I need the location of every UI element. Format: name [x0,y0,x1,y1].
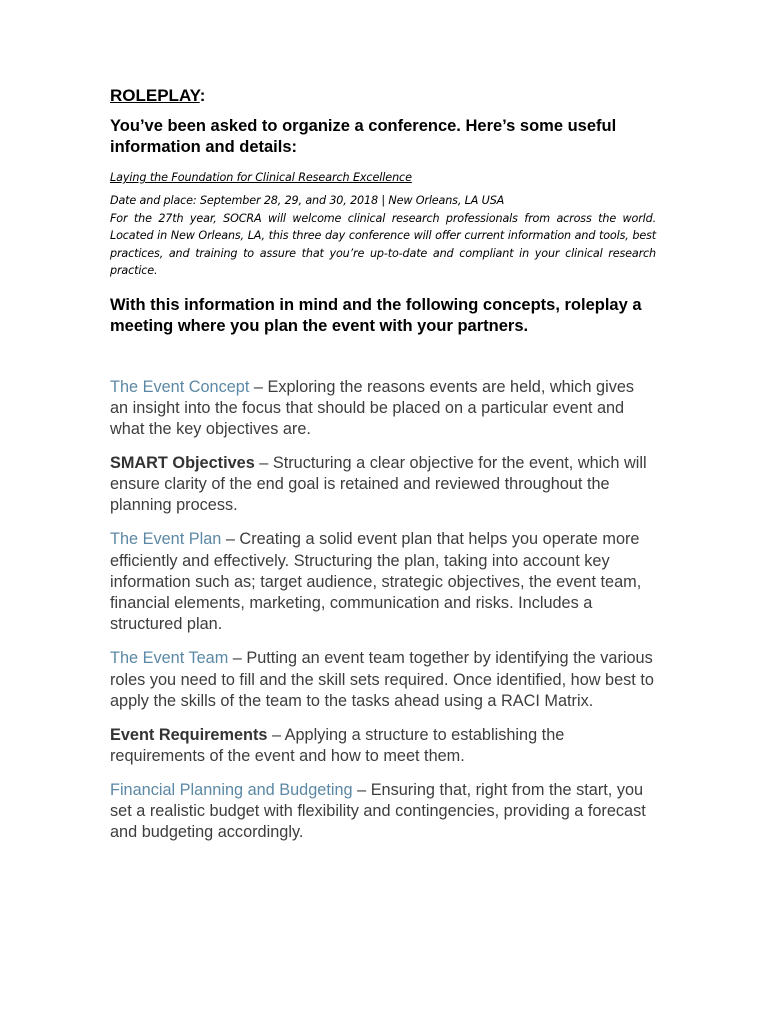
concept-item [110,377,656,441]
roleplay-heading-colon: : [199,86,206,105]
concept-item [110,529,656,635]
concept-title: The Event Plan [110,530,222,549]
concept-title: The Event Team [110,649,229,668]
mission-statement: With this information in mind and the following concepts, roleplay a meeting where you plan the event with your partners. [110,295,642,335]
concept-item [110,648,656,712]
date-and-place: Date and place: September 28, 29, and 30, 2018 | New Orleans, LA USA [110,194,505,207]
concept-title: The Event Concept [110,377,250,396]
concept-body: – Structuring a clear objective for the event, which will ensure clarity of the end goal is retained and reviewed throughout the planning process. [110,453,647,515]
concept-item [110,453,656,517]
concept-title: Event Requirements [110,725,268,744]
concept-list [110,377,656,844]
concept-body: – Exploring the reasons events are held, which gives an insight into the focus that should be placed on a particular event and what the key objectives are. [110,377,635,439]
concept-title: Financial Planning and Budgeting [110,780,353,799]
concept-body: – Creating a solid event plan that helps you operate more efficiently and effectively. Structuring the plan, taking into account key information such as; target audience, strategic objectives, the event team, financial elements, marketing, communication and risks. Includes a structured plan. [110,530,642,634]
concept-title: SMART Objectives [110,453,255,472]
concept-item [110,725,656,768]
concept-item [110,780,656,844]
concept-body: – Putting an event team together by identifying the various roles you need to fill and the skill sets required. Once identified, how best to apply the skills of the team to the tasks ahead using a RACI Matrix. [110,649,654,710]
roleplay-heading-text: ROLEPLAY [110,86,200,105]
document-page [110,86,656,856]
conference-details [110,192,656,280]
concept-body: – Ensuring that, right from the start, you set a realistic budget with flexibility and contingencies, providing a forecast and budgeting accordingly. [110,780,646,842]
concept-body: – Applying a structure to establishing the requirements of the event and how to meet them. [110,725,565,765]
intro-lead: You’ve been asked to organize a conference. Here’s some useful information and details: [110,117,617,156]
roleplay-heading [110,86,656,106]
conference-description: For the 27th year, SOCRA will welcome clinical research professionals from across the world. Located in New Orleans, LA, this three day conference will offer current information and tools, best practices, and training to assure that you’re up-to-date and compliant in your clinical research practice. [110,211,656,277]
conference-subtitle: Laying the Foundation for Clinical Research Excellence [110,171,412,184]
